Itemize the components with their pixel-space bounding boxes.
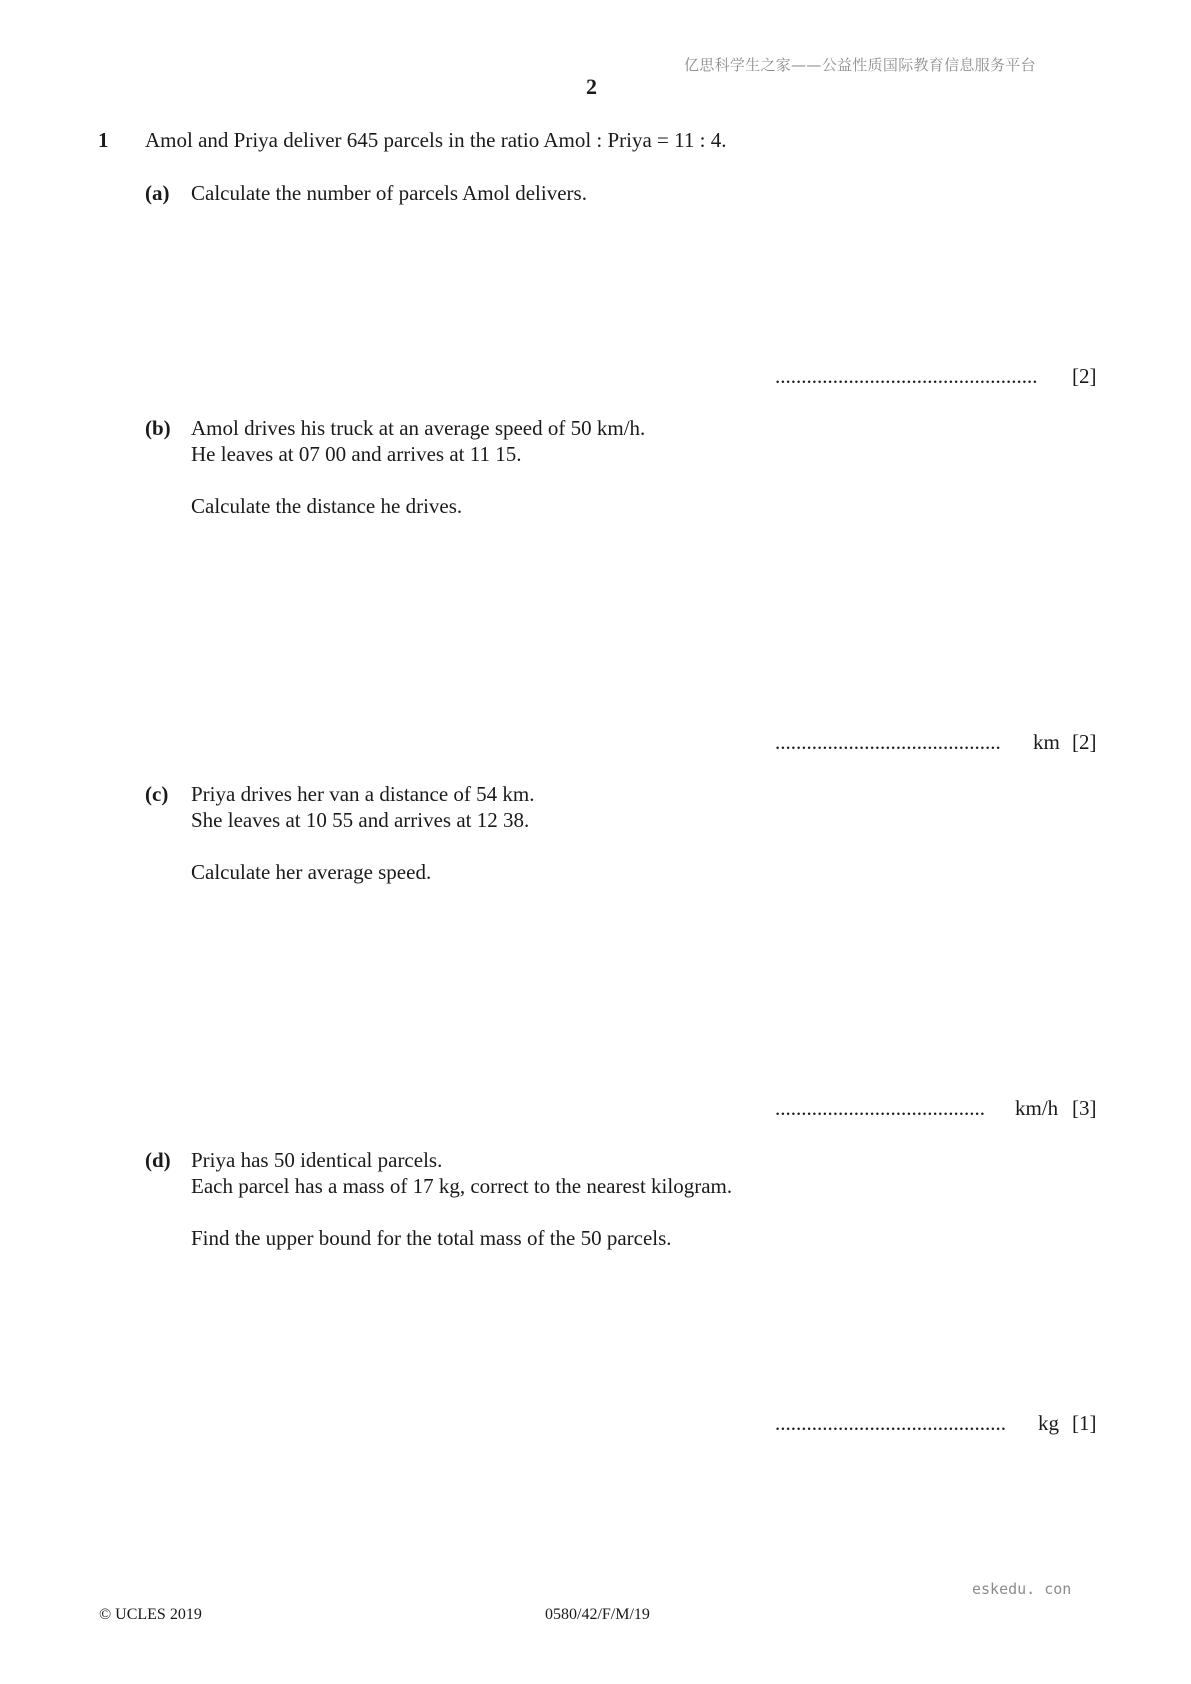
part-d-unit: kg xyxy=(1038,1411,1059,1435)
part-b-label: (b) xyxy=(145,416,171,440)
part-d-marks: [1] xyxy=(1072,1411,1097,1435)
part-d-line-2: Each parcel has a mass of 17 kg, correct to the nearest kilogram. xyxy=(191,1174,733,1198)
part-a-answer-line[interactable]: .................................................. xyxy=(775,364,1038,388)
part-c-line-1: Priya drives her van a distance of 54 km. xyxy=(191,782,535,806)
part-a-instruction: Calculate the number of parcels Amol delivers. xyxy=(191,181,587,205)
part-c-label: (c) xyxy=(145,782,169,806)
part-c-marks: [3] xyxy=(1072,1096,1097,1120)
part-a-marks: [2] xyxy=(1072,364,1097,388)
header-watermark: 亿思科学生之家——公益性质国际教育信息服务平台 xyxy=(684,56,1036,74)
part-c-line-2: She leaves at 10 55 and arrives at 12 38. xyxy=(191,808,530,832)
part-a-label: (a) xyxy=(145,181,170,205)
part-d-answer-line[interactable]: ............................................ xyxy=(775,1411,1006,1435)
part-b-unit: km xyxy=(1033,730,1060,754)
question-number: 1 xyxy=(98,128,109,152)
footer-paper-code: 0580/42/F/M/19 xyxy=(545,1606,650,1623)
part-b-answer-line[interactable]: ........................................... xyxy=(775,730,1001,754)
part-c-answer-line[interactable]: ........................................ xyxy=(775,1096,985,1120)
part-b-instruction: Calculate the distance he drives. xyxy=(191,494,463,518)
part-b-marks: [2] xyxy=(1072,730,1097,754)
question-stem: Amol and Priya deliver 645 parcels in the ratio Amol : Priya = 11 : 4. xyxy=(145,128,727,152)
part-b-line-1: Amol drives his truck at an average speed of 50 km/h. xyxy=(191,416,646,440)
part-d-label: (d) xyxy=(145,1148,171,1172)
part-d-instruction: Find the upper bound for the total mass of the 50 parcels. xyxy=(191,1226,672,1250)
footer-watermark: eskedu. con xyxy=(972,1580,1072,1598)
footer-copyright: © UCLES 2019 xyxy=(99,1606,202,1623)
part-d-line-1: Priya has 50 identical parcels. xyxy=(191,1148,443,1172)
part-b-line-2: He leaves at 07 00 and arrives at 11 15. xyxy=(191,442,522,466)
part-c-instruction: Calculate her average speed. xyxy=(191,860,432,884)
part-c-unit: km/h xyxy=(1015,1096,1059,1120)
page-number: 2 xyxy=(586,74,597,99)
